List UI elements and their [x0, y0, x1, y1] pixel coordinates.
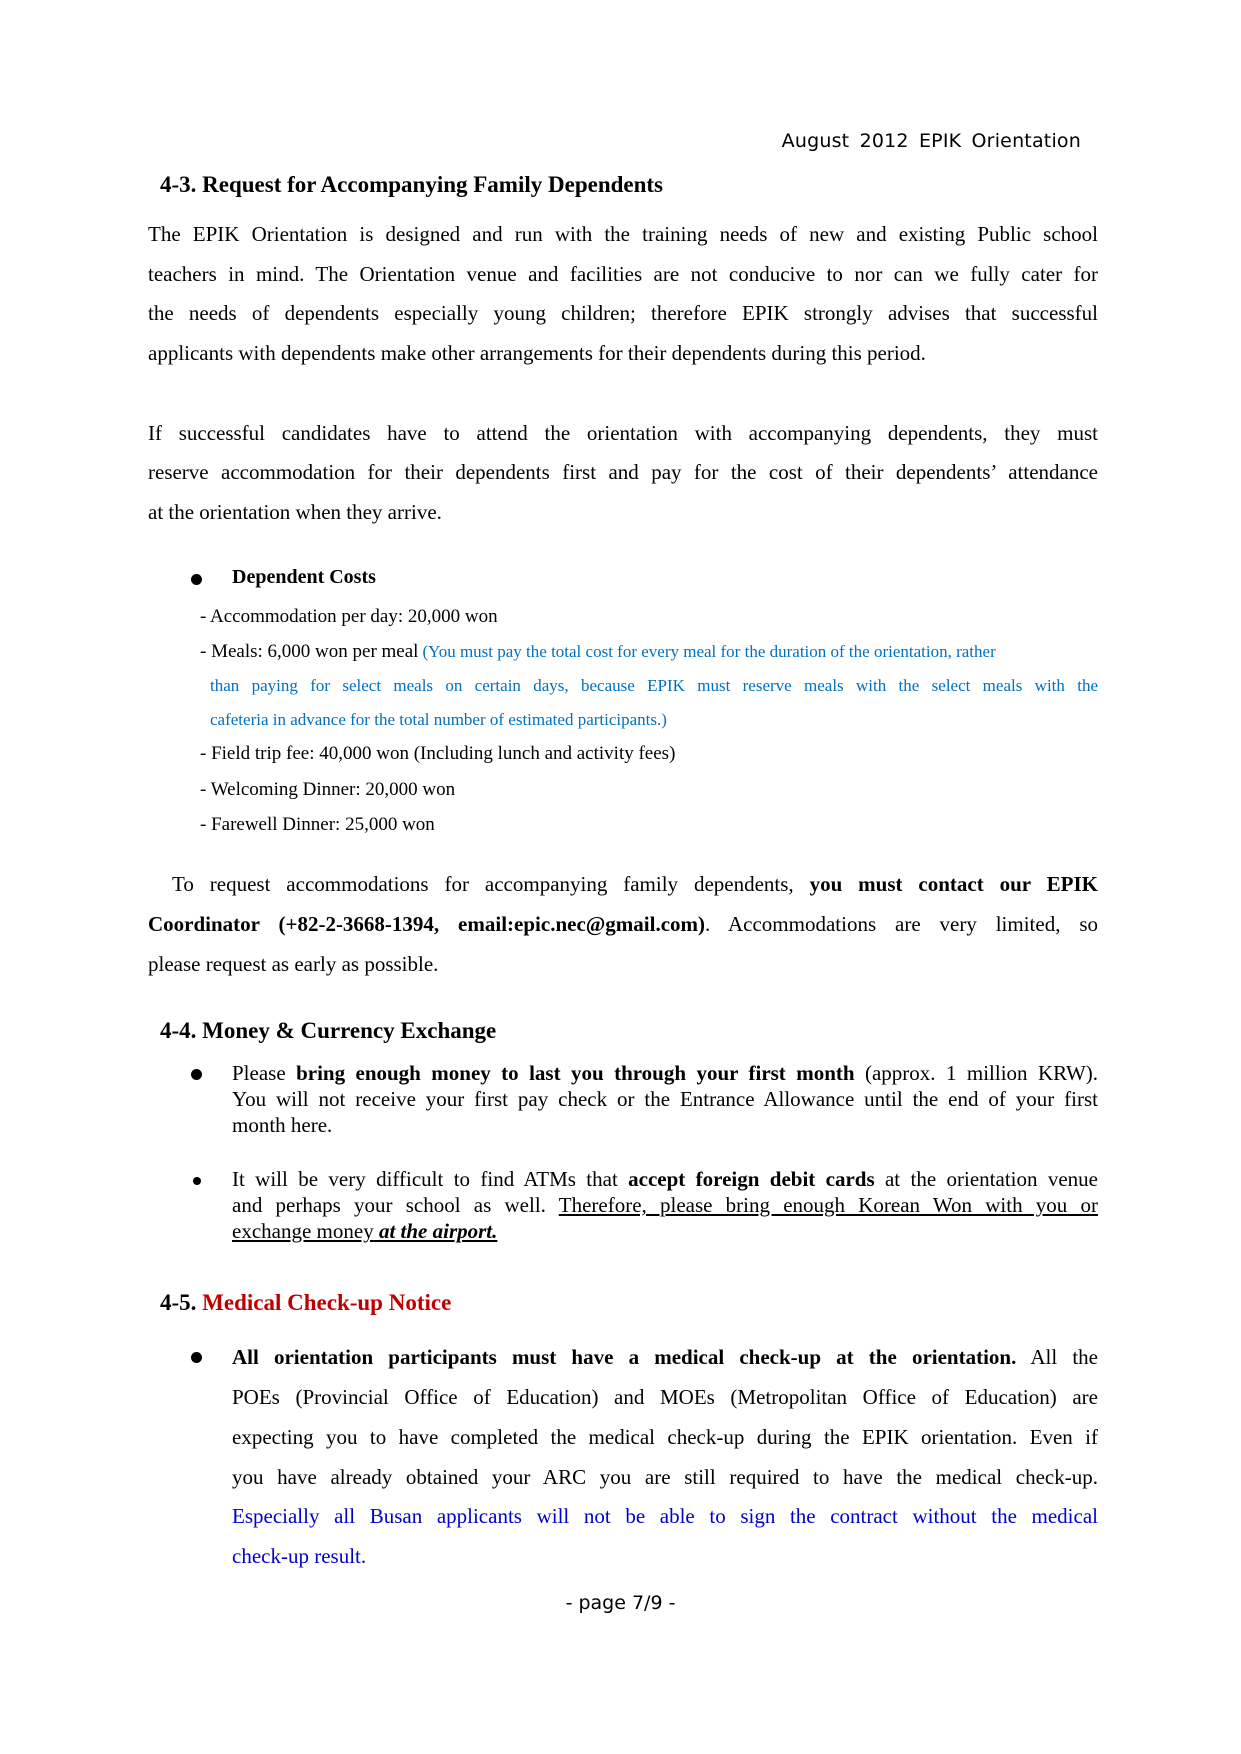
para1-line: teachers in mind. The Orientation venue and facilities are not conducive to nor can we fully cater for [148, 262, 1098, 286]
page-header: August 2012 EPIK Orientation [781, 130, 1081, 152]
text: (approx. 1 million KRW). [864, 1061, 1099, 1085]
contact-text: To request accommodations for accompanying family dependents, [172, 872, 794, 896]
contact-line [148, 912, 1098, 936]
bullet-icon [191, 574, 202, 585]
para2-line: If successful candidates have to attend the orientation with accompanying dependents, they must [148, 421, 1098, 445]
para1-line: The EPIK Orientation is designed and run with the training needs of new and existing Public school [148, 222, 1098, 246]
money-bullet-line: month here. [232, 1113, 333, 1137]
text: It will be very difficult to find ATMs that [232, 1167, 618, 1191]
contact-line: please request as early as possible. [148, 952, 439, 976]
atm-bullet-line [232, 1167, 1098, 1191]
medical-bullet-line: you have already obtained your ARC you are still required to have the medical check-up. [232, 1465, 1098, 1489]
text: All the [1030, 1345, 1098, 1369]
meals-note-line: cafeteria in advance for the total number of estimated participants.) [210, 710, 667, 729]
medical-bullet-line: expecting you to have completed the medical check-up during the EPIK orientation. Even if [232, 1425, 1098, 1449]
contact-text: . Accommodations are very limited, so [705, 912, 1098, 936]
money-bullet-line [232, 1061, 1098, 1085]
atm-bullet-line [232, 1219, 1098, 1243]
money-bullet-line: You will not receive your first pay check or the Entrance Allowance until the end of your first [232, 1087, 1098, 1111]
underlined-text: exchange money [232, 1219, 374, 1243]
underlined-text: Therefore, please bring enough Korean Won with you or [558, 1193, 1098, 1217]
meals-note-line [210, 676, 1098, 696]
cost-meals: - Meals: 6,000 won per meal [200, 641, 419, 662]
dependent-costs-title: Dependent Costs [232, 566, 376, 588]
busan-note-line: Especially all Busan applicants will not be able to sign the contract without the medical [232, 1504, 1098, 1528]
section-4-3-heading: 4-3. Request for Accompanying Family Dependents [160, 172, 664, 197]
para1-line: applicants with dependents make other arrangements for their dependents during this period. [148, 341, 926, 365]
cost-farewell-dinner: - Farewell Dinner: 25,000 won [200, 814, 435, 835]
bold-text: accept foreign debit cards [628, 1167, 875, 1191]
cost-accommodation: - Accommodation per day: 20,000 won [200, 606, 498, 627]
bullet-icon [193, 1177, 201, 1185]
meals-note: (You must pay the total cost for every meal for the duration of the orientation, rather [422, 642, 996, 661]
atm-bullet-line [232, 1193, 1098, 1217]
section-4-4-heading: 4-4. Money & Currency Exchange [160, 1018, 497, 1043]
contact-line [172, 872, 1098, 896]
para1-line: the needs of dependents especially young children; therefore EPIK strongly advises that successful [148, 301, 1098, 325]
heading-prefix: 4-5. [160, 1290, 197, 1315]
text: Please [232, 1061, 286, 1085]
bold-italic-text: at the airport. [378, 1219, 498, 1243]
medical-bullet-line: POEs (Provincial Office of Education) and MOEs (Metropolitan Office of Education) are [232, 1385, 1098, 1409]
medical-bullet-line [232, 1345, 1098, 1369]
cost-meals-line [200, 641, 1098, 663]
para2-line: at the orientation when they arrive. [148, 500, 442, 524]
text: and perhaps your school as well. [232, 1193, 546, 1217]
page-number: - page 7/9 - [565, 1592, 676, 1614]
bullet-icon [191, 1069, 202, 1080]
bold-text: bring enough money to last you through your first month [296, 1061, 855, 1085]
bullet-icon [191, 1352, 202, 1363]
section-4-5-heading [160, 1290, 451, 1316]
heading-red-text: Medical Check-up Notice [202, 1290, 452, 1315]
meals-note-text: than paying for select meals on certain days, because EPIK must reserve meals with the select meals with the [210, 676, 1098, 695]
coordinator-contact: Coordinator (+82-2-3668-1394, email:epic.nec@gmail.com) [148, 912, 706, 936]
para2-line: reserve accommodation for their dependents first and pay for the cost of their dependents’ attendance [148, 460, 1098, 484]
cost-welcoming-dinner: - Welcoming Dinner: 20,000 won [200, 779, 456, 800]
text: at the orientation venue [884, 1167, 1098, 1191]
contact-bold: you must contact our EPIK [809, 872, 1098, 896]
busan-note-line: check-up result. [232, 1544, 367, 1568]
cost-field-trip: - Field trip fee: 40,000 won (Including lunch and activity fees) [200, 743, 676, 764]
bold-text: All orientation participants must have a medical check-up at the orientation. [232, 1345, 1017, 1369]
